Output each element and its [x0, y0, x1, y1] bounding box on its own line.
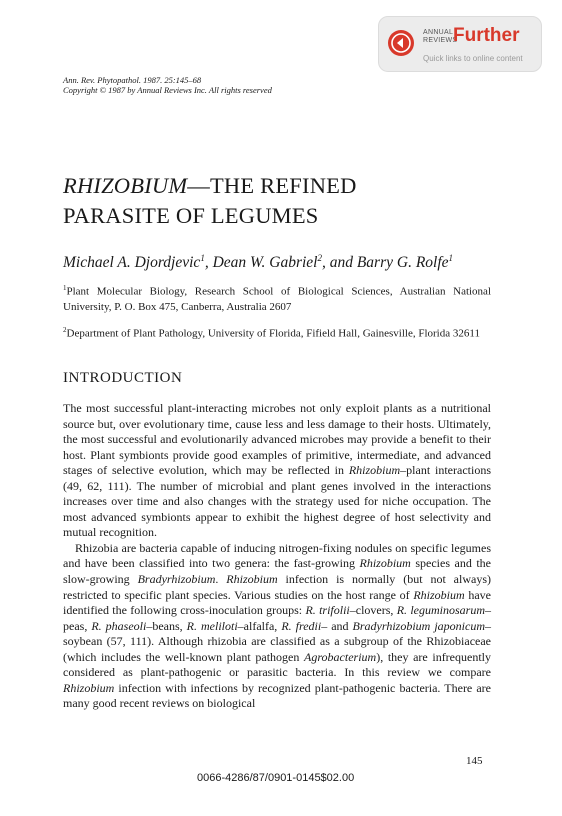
- author-affiliation-mark: 2: [317, 253, 322, 263]
- paragraph: [63, 401, 491, 541]
- title-genus: RHIZOBIUM: [63, 173, 188, 198]
- italic-run: Rhizobium: [63, 680, 115, 695]
- author-separator: ,: [204, 254, 213, 272]
- text-run: –peas,: [63, 603, 491, 633]
- affiliation-number: 2: [63, 326, 67, 334]
- text-run: infection is normally (but not always) restricted to specific plant species. Various studies on the host range of: [63, 572, 491, 602]
- paragraph: [63, 541, 491, 712]
- author-affiliation-mark: 1: [448, 253, 454, 263]
- text-run: –alfalfa,: [237, 618, 282, 633]
- badge-tagline: Quick links to online content: [423, 54, 523, 63]
- author-separator: , and: [321, 254, 357, 272]
- further-badge[interactable]: [378, 16, 542, 72]
- text-run: infection with infections by recognized plant-pathogenic bacteria. There are many good recent reviews on biological: [63, 680, 491, 711]
- italic-run: Agrobacterium: [303, 649, 377, 664]
- text-run: –beans,: [146, 618, 187, 633]
- page-number: 145: [466, 755, 483, 767]
- journal-citation: [63, 75, 272, 95]
- text-run: –plant interactions (49, 62, 111). The number of microbial and plant genes involved in the interactions increases over time and also changes with the strategy used for niche occupation. The most advanced symbionts appear to exhibit the highest degree of host selectivity and mutual recognition.: [63, 463, 491, 540]
- author-name: Michael A. Djordjevic: [63, 254, 201, 272]
- article-body: [63, 401, 491, 712]
- italic-run: Rhizobium: [413, 587, 465, 602]
- copyright-line: Copyright © 1987 by Annual Reviews Inc. All rights reserved: [63, 85, 272, 95]
- brand-further: Further: [453, 25, 520, 46]
- text-run: –clovers,: [349, 603, 397, 618]
- author-name: Barry G. Rolfe: [356, 254, 449, 272]
- article-title: [63, 171, 503, 231]
- section-heading: INTRODUCTION: [63, 370, 183, 386]
- italic-run: Rhizobium: [226, 572, 278, 587]
- affiliation: [63, 281, 491, 316]
- italic-run: Rhizobium: [359, 556, 411, 571]
- brand-annual-reviews: ANNUAL REVIEWS: [423, 29, 458, 44]
- title-rest: —THE REFINED: [187, 173, 357, 198]
- text-run: Rhizobia are bacteria capable of inducing nitrogen-fixing nodules on specific legumes and have been classified into two genera: the fast-growing: [63, 540, 491, 571]
- author-affiliation-mark: 1: [200, 253, 205, 263]
- text-run: – and: [321, 618, 353, 633]
- text-run: species and the slow-growing: [63, 556, 491, 587]
- affiliation-number: 1: [63, 284, 67, 292]
- italic-run: Rhizobium: [348, 463, 401, 478]
- footer-code: 0066-4286/87/0901-0145$02.00: [197, 772, 355, 784]
- title-line-2: PARASITE OF LEGUMES: [63, 203, 319, 228]
- affiliation-text: Department of Plant Pathology, University of Florida, Fifield Hall, Gainesville, Florida 32611: [66, 327, 480, 340]
- text-run: have identified the following cross-inoculation groups:: [63, 587, 491, 618]
- play-icon: [388, 30, 414, 56]
- text-run: The most successful plant-interacting microbes not only exploit plants as a nutritional source but, over evolutionary time, cause less and less damage to their hosts. Ultimately, the most successful and evolutionarily advanced microbes may provide a benefit to their host. Plant symbionts provide good examples of primitive, intermediate, and advanced stages of selective evolution, which may be reflected in: [63, 401, 491, 478]
- author-list: [63, 253, 453, 272]
- text-run: ), they are infrequently considered as plant-pathogenic or parasitic bacteria. In this review we compare: [63, 649, 492, 680]
- journal-line: Ann. Rev. Phytopathol. 1987. 25:145–68: [63, 75, 202, 85]
- italic-run: Bradyrhizobium japonicum: [352, 618, 485, 633]
- italic-run: R. meliloti: [186, 618, 238, 633]
- italic-run: R. fredii: [281, 618, 322, 633]
- italic-run: R. leguminosarum: [396, 603, 485, 618]
- text-run: .: [215, 572, 227, 587]
- affiliation-text: Plant Molecular Biology, Research School of Biological Sciences, Australian National University, P. O. Box 475, Canberra, Australia 2607: [63, 285, 491, 314]
- author-name: Dean W. Gabriel: [212, 254, 318, 272]
- affiliation: [63, 323, 491, 342]
- text-run: –soybean (57, 111). Although rhizobia are classified as a subgroup of the Rhizobiaceae (which includes the well-known plant pathogen: [63, 618, 491, 664]
- italic-run: R. phaseoli: [91, 618, 147, 633]
- italic-run: R. trifolii: [305, 603, 350, 618]
- italic-run: Bradyrhizobium: [137, 572, 216, 587]
